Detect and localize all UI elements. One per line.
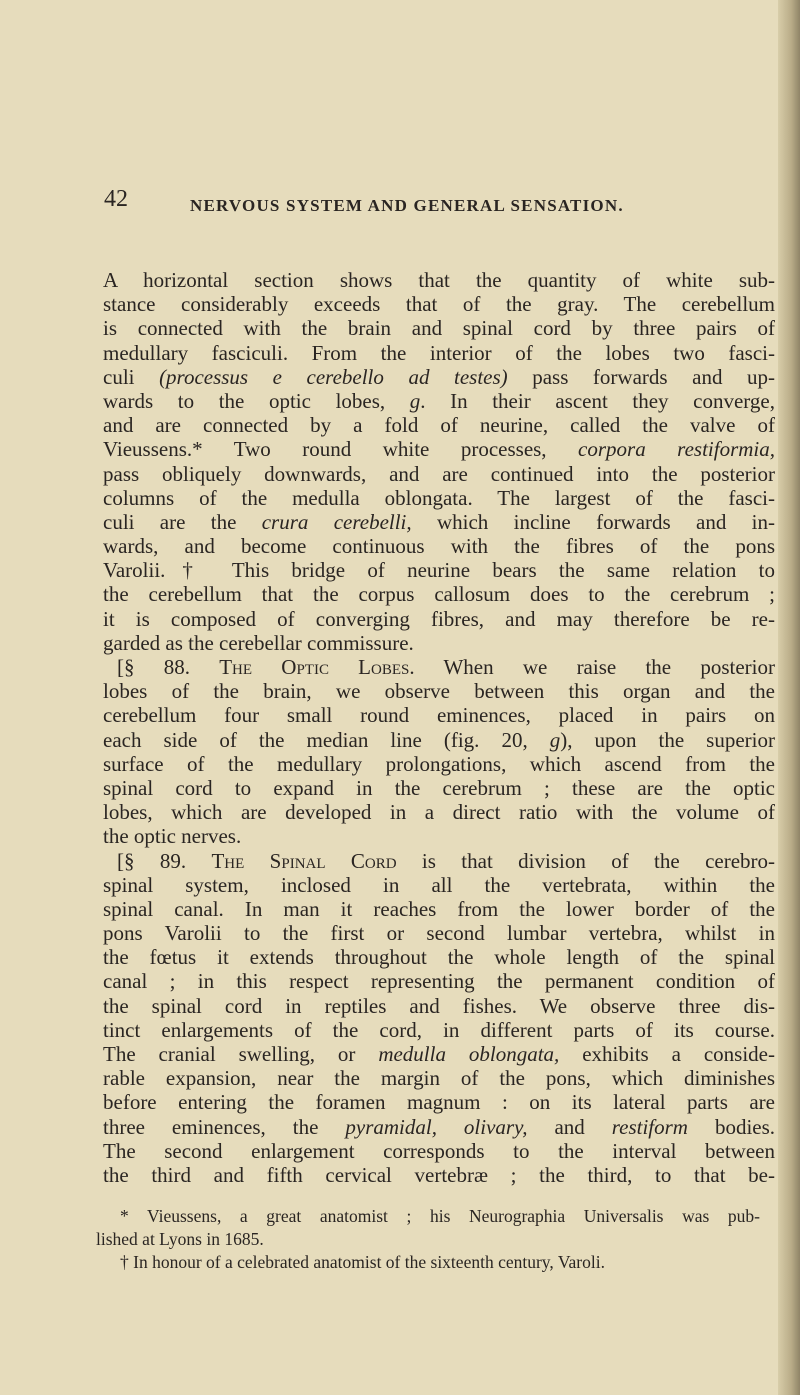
body-line: [103, 921, 775, 945]
text-segment: and: [527, 1114, 612, 1139]
text-segment: cerebellum four small round eminences, placed in pairs on: [103, 703, 775, 728]
text-segment: Varolii.† This bridge of neurine bears the same relation to: [103, 558, 775, 583]
body-line: [103, 1090, 775, 1114]
page-number: 42: [104, 186, 128, 212]
text-segment: the fœtus it extends throughout the whole length of the spinal: [103, 945, 775, 970]
text-segment: medullary fasciculi. From the interior of the lobes two fasci-: [103, 340, 775, 365]
text-segment: exhibits a conside-: [559, 1042, 775, 1066]
text-segment: the third and fifth cervical vertebræ ; the third, to that be-: [103, 1162, 775, 1187]
body-line: [103, 389, 775, 413]
body-line: [103, 462, 775, 486]
body-line: [103, 897, 775, 921]
text-segment: pass forwards and up-: [507, 364, 776, 389]
text-segment: surface of the medullary prolongations, which ascend from the: [103, 751, 775, 776]
text-segment: three eminences, the: [103, 1114, 346, 1139]
text-segment: columns of the medulla oblongata. The largest of the fasci-: [103, 485, 775, 510]
page-edge-shadow: [778, 0, 800, 1395]
text-segment: culi are the: [103, 509, 262, 534]
text-segment: The second enlargement corresponds to the interval between: [103, 1138, 775, 1163]
italic-text: medulla oblongata,: [378, 1042, 560, 1066]
text-segment: the optic nerves.: [103, 824, 242, 849]
text-segment: rable expansion, near the margin of the pons, which diminishes: [103, 1066, 775, 1091]
body-line: [103, 268, 775, 292]
text-segment: lobes of the brain, we observe between this organ and the: [103, 679, 775, 704]
text-segment: each side of the median line (fig. 20,: [103, 727, 550, 752]
text-segment: canal ; in this respect representing the permanent condition of: [103, 969, 775, 994]
body-line: [103, 728, 775, 752]
italic-text: pyramidal, olivary,: [345, 1114, 528, 1139]
italic-text: (processus e cerebello ad testes): [159, 364, 508, 389]
body-line: [103, 413, 775, 437]
text-segment: wards, and become continuous with the fibres of the pons: [103, 534, 775, 559]
text-segment: garded as the cerebellar commissure.: [103, 630, 414, 655]
italic-text: g: [409, 388, 421, 413]
italic-text: g: [549, 727, 561, 752]
body-line: [103, 631, 775, 655]
body-line: [103, 1163, 775, 1187]
body-line: [103, 365, 775, 389]
body-line: [103, 534, 775, 558]
body-line: [103, 316, 775, 340]
body-line: [103, 1139, 775, 1163]
body-line: [103, 969, 775, 993]
text-segment: it is composed of converging fibres, and may therefore be re-: [103, 606, 775, 631]
body-line: [103, 824, 775, 848]
text-segment: ), upon the superior: [560, 727, 775, 752]
text-segment: * Vieussens, a great anatomist ; his Neurographia Universalis was pub-: [120, 1206, 760, 1226]
body-line: [103, 994, 775, 1018]
footnotes: [96, 1205, 760, 1274]
body-line: [103, 1042, 775, 1066]
body-line: [103, 945, 775, 969]
text-segment: culi: [103, 364, 160, 389]
text-segment: and are connected by a fold of neurine, called the valve of: [103, 413, 775, 438]
running-head: NERVOUS SYSTEM AND GENERAL SENSATION.: [190, 196, 624, 215]
body-line: [103, 1115, 775, 1139]
text-segment: lished at Lyons in 1685.: [96, 1229, 264, 1249]
text-segment: tinct enlargements of the cord, in different parts of its course.: [103, 1017, 775, 1042]
body-line: [103, 849, 775, 873]
text-segment: The cranial swelling, or: [103, 1042, 379, 1066]
body-line: [103, 1018, 775, 1042]
body-line: [103, 1066, 775, 1090]
body-line: [103, 752, 775, 776]
text-segment: . In their ascent they converge,: [420, 388, 775, 413]
text-segment: before entering the foramen magnum : on its lateral parts are: [103, 1090, 775, 1115]
body-line: [103, 703, 775, 727]
text-segment: spinal canal. In man it reaches from the lower border of the: [103, 896, 775, 921]
text-segment: [§ 89.: [117, 848, 212, 873]
text-segment: A horizontal section shows that the quantity of white sub-: [103, 268, 775, 292]
footnote-line: [96, 1205, 760, 1228]
body-line: [103, 655, 775, 679]
text-segment: is connected with the brain and spinal cord by three pairs of: [103, 316, 775, 341]
body-line: [103, 292, 775, 316]
text-segment: bodies.: [687, 1114, 776, 1139]
body-line: [103, 486, 775, 510]
text-segment: the spinal cord in reptiles and fishes. We observe three dis-: [103, 993, 775, 1018]
text-segment: pons Varolii to the first or second lumbar vertebra, whilst in: [103, 921, 775, 946]
body-line: [103, 510, 775, 534]
body-line: [103, 558, 775, 582]
text-segment: spinal cord to expand in the cerebrum ; these are the optic: [103, 775, 775, 800]
body-text: [103, 268, 775, 1187]
body-line: [103, 437, 775, 461]
body-line: [103, 776, 775, 800]
footnote-line: [96, 1251, 760, 1274]
body-line: [103, 679, 775, 703]
text-segment: wards to the optic lobes,: [103, 388, 410, 413]
text-segment: pass obliquely downwards, and are continued into the posterior: [103, 461, 775, 486]
body-line: [103, 607, 775, 631]
italic-text: crura cerebelli,: [261, 509, 412, 534]
section-heading: The Optic Lobes.: [219, 655, 415, 679]
text-segment: † In honour of a celebrated anatomist of the sixteenth century, Varoli.: [120, 1252, 605, 1272]
text-segment: stance considerably exceeds that of the gray. The cerebellum: [103, 292, 775, 317]
text-segment: which incline forwards and in-: [411, 509, 775, 534]
body-line: [103, 341, 775, 365]
text-segment: lobes, which are developed in a direct ratio with the volume of: [103, 800, 775, 825]
footnote-line: [96, 1228, 760, 1251]
text-segment: When we raise the posterior: [414, 655, 775, 679]
italic-text: corpora restiformia,: [578, 437, 775, 462]
body-line: [103, 873, 775, 897]
text-segment: [§ 88.: [117, 655, 220, 679]
body-line: [103, 582, 775, 606]
text-segment: spinal system, inclosed in all the vertebrata, within the: [103, 872, 775, 897]
text-segment: the cerebellum that the corpus callosum does to the cerebrum ;: [103, 582, 775, 607]
section-heading: The Spinal Cord: [211, 848, 397, 873]
italic-text: restiform: [611, 1114, 688, 1139]
text-segment: Vieussens.* Two round white processes,: [103, 437, 579, 462]
text-segment: is that division of the cerebro-: [396, 848, 776, 873]
body-line: [103, 800, 775, 824]
